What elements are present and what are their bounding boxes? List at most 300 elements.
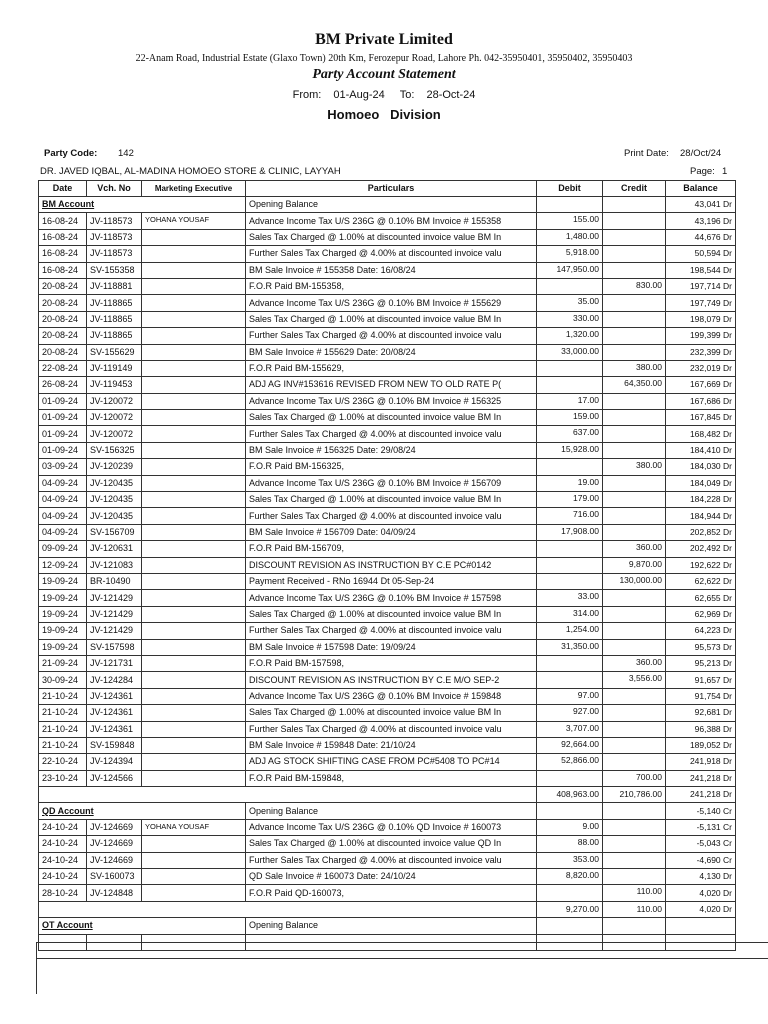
row-executive — [142, 311, 246, 327]
row-balance: 92,681 Dr — [666, 705, 736, 721]
table-row — [39, 213, 736, 229]
row-balance: 44,676 Dr — [666, 229, 736, 245]
statement-title: Party Account Statement — [312, 67, 456, 82]
row-executive — [142, 410, 246, 426]
footer-left-rule — [36, 942, 37, 994]
row-particulars: Further Sales Tax Charged @ 4.00% at discounted invoice valu — [246, 852, 537, 868]
row-balance: 62,655 Dr — [666, 590, 736, 606]
row-balance: 95,213 Dr — [666, 655, 736, 671]
opening-balance-label: Opening Balance — [246, 197, 537, 213]
row-executive — [142, 459, 246, 475]
row-date: 24-10-24 — [39, 852, 87, 868]
row-particulars: DISCOUNT REVISION AS INSTRUCTION BY C.E PC#0142 — [246, 557, 537, 573]
row-particulars: BM Sale Invoice # 157598 Date: 19/09/24 — [246, 639, 537, 655]
row-voucher: JV-121429 — [87, 606, 142, 622]
row-debit — [537, 770, 603, 786]
row-particulars: F.O.R Paid QD-160073, — [246, 885, 537, 901]
total-balance: 4,020 Dr — [666, 901, 736, 917]
row-credit — [603, 639, 666, 655]
row-particulars: QD Sale Invoice # 160073 Date: 24/10/24 — [246, 869, 537, 885]
row-credit — [603, 311, 666, 327]
row-date: 04-09-24 — [39, 524, 87, 540]
row-particulars: ADJ AG INV#153616 REVISED FROM NEW TO OLD RATE P( — [246, 377, 537, 393]
row-balance: 95,573 Dr — [666, 639, 736, 655]
party-code: 142 — [118, 148, 134, 159]
row-voucher: JV-118573 — [87, 229, 142, 245]
row-debit: 33,000.00 — [537, 344, 603, 360]
row-credit: 360.00 — [603, 541, 666, 557]
table-row — [39, 655, 736, 671]
row-credit — [603, 475, 666, 491]
row-particulars: ADJ AG STOCK SHIFTING CASE FROM PC#5408 TO PC#14 — [246, 754, 537, 770]
row-credit — [603, 508, 666, 524]
row-executive — [142, 524, 246, 540]
table-row — [39, 410, 736, 426]
from-date: 01-Aug-24 — [333, 89, 385, 101]
col-date: Date — [39, 181, 87, 197]
opening-balance: -5,140 Cr — [666, 803, 736, 819]
row-executive — [142, 869, 246, 885]
division-title: Homoeo Division — [327, 107, 441, 122]
row-balance: -5,131 Cr — [666, 819, 736, 835]
row-voucher: JV-124669 — [87, 819, 142, 835]
section-label: BM Account — [39, 197, 246, 213]
row-debit — [537, 541, 603, 557]
row-credit — [603, 295, 666, 311]
row-date: 23-10-24 — [39, 770, 87, 786]
row-executive — [142, 639, 246, 655]
page-label: Page: — [690, 166, 715, 177]
table-row — [39, 246, 736, 262]
row-voucher: JV-120435 — [87, 492, 142, 508]
table-row — [39, 426, 736, 442]
empty-cell — [537, 803, 603, 819]
table-row — [39, 623, 736, 639]
row-debit: 179.00 — [537, 492, 603, 508]
row-credit: 380.00 — [603, 459, 666, 475]
col-particulars: Particulars — [246, 181, 537, 197]
row-date: 04-09-24 — [39, 508, 87, 524]
row-credit: 830.00 — [603, 278, 666, 294]
row-voucher: SV-157598 — [87, 639, 142, 655]
bm-section-header — [39, 197, 736, 213]
row-date: 28-10-24 — [39, 885, 87, 901]
row-particulars: F.O.R Paid BM-155358, — [246, 278, 537, 294]
row-debit — [537, 573, 603, 589]
row-balance: 192,622 Dr — [666, 557, 736, 573]
table-row — [39, 869, 736, 885]
row-debit: 8,820.00 — [537, 869, 603, 885]
table-row — [39, 672, 736, 688]
table-row — [39, 524, 736, 540]
row-executive — [142, 672, 246, 688]
row-executive — [142, 426, 246, 442]
row-voucher: JV-124361 — [87, 705, 142, 721]
row-date: 12-09-24 — [39, 557, 87, 573]
row-date: 24-10-24 — [39, 836, 87, 852]
table-row — [39, 492, 736, 508]
row-balance: -5,043 Cr — [666, 836, 736, 852]
row-particulars: BM Sale Invoice # 155629 Date: 20/08/24 — [246, 344, 537, 360]
row-balance: 62,969 Dr — [666, 606, 736, 622]
row-debit: 92,664.00 — [537, 737, 603, 753]
row-balance: 167,845 Dr — [666, 410, 736, 426]
row-date: 22-08-24 — [39, 360, 87, 376]
row-voucher: JV-124669 — [87, 852, 142, 868]
empty-cell — [603, 918, 666, 934]
row-date: 21-10-24 — [39, 688, 87, 704]
row-debit: 1,480.00 — [537, 229, 603, 245]
table-row — [39, 377, 736, 393]
row-balance: 198,079 Dr — [666, 311, 736, 327]
empty-cell — [537, 918, 603, 934]
row-credit: 380.00 — [603, 360, 666, 376]
row-balance: 189,052 Dr — [666, 737, 736, 753]
row-balance: 168,482 Dr — [666, 426, 736, 442]
row-credit: 130,000.00 — [603, 573, 666, 589]
row-executive — [142, 246, 246, 262]
row-particulars: Further Sales Tax Charged @ 4.00% at discounted invoice valu — [246, 426, 537, 442]
row-date: 26-08-24 — [39, 377, 87, 393]
row-balance: 241,218 Dr — [666, 770, 736, 786]
row-credit — [603, 754, 666, 770]
row-credit — [603, 737, 666, 753]
row-executive — [142, 541, 246, 557]
row-voucher: JV-120072 — [87, 393, 142, 409]
row-executive — [142, 590, 246, 606]
row-particulars: Payment Received - RNo 16944 Dt 05-Sep-24 — [246, 573, 537, 589]
table-row — [39, 606, 736, 622]
row-particulars: Sales Tax Charged @ 1.00% at discounted invoice value BM In — [246, 311, 537, 327]
footer-rule-2 — [36, 958, 768, 959]
row-debit — [537, 278, 603, 294]
row-particulars: Advance Income Tax U/S 236G @ 0.10% BM Invoice # 157598 — [246, 590, 537, 606]
col-exec: Marketing Executive — [142, 181, 246, 197]
row-debit: 5,918.00 — [537, 246, 603, 262]
row-voucher: JV-118881 — [87, 278, 142, 294]
print-date: 28/Oct/24 — [680, 148, 722, 159]
row-credit — [603, 410, 666, 426]
row-balance: 64,223 Dr — [666, 623, 736, 639]
row-executive — [142, 852, 246, 868]
row-credit — [603, 492, 666, 508]
row-voucher: JV-121429 — [87, 590, 142, 606]
section-label: QD Account — [39, 803, 246, 819]
to-label: To: — [399, 89, 415, 101]
row-executive — [142, 328, 246, 344]
row-credit — [603, 524, 666, 540]
total-debit: 9,270.00 — [537, 901, 603, 917]
table-row — [39, 688, 736, 704]
row-voucher: BR-10490 — [87, 573, 142, 589]
row-date: 16-08-24 — [39, 246, 87, 262]
row-executive — [142, 573, 246, 589]
row-executive: YOHANA YOUSAF — [142, 819, 246, 835]
row-debit — [537, 557, 603, 573]
empty-cell — [537, 197, 603, 213]
row-debit: 147,950.00 — [537, 262, 603, 278]
table-row — [39, 229, 736, 245]
row-date: 20-08-24 — [39, 311, 87, 327]
row-debit: 637.00 — [537, 426, 603, 442]
table-row — [39, 508, 736, 524]
col-credit: Credit — [603, 181, 666, 197]
row-particulars: F.O.R Paid BM-156325, — [246, 459, 537, 475]
row-date: 22-10-24 — [39, 754, 87, 770]
row-voucher: JV-120239 — [87, 459, 142, 475]
row-particulars: Sales Tax Charged @ 1.00% at discounted invoice value BM In — [246, 229, 537, 245]
row-voucher: JV-124284 — [87, 672, 142, 688]
row-executive — [142, 836, 246, 852]
row-voucher: JV-121429 — [87, 623, 142, 639]
row-particulars: F.O.R Paid BM-159848, — [246, 770, 537, 786]
row-voucher: JV-118865 — [87, 311, 142, 327]
qd-total-row — [39, 901, 736, 917]
row-credit: 360.00 — [603, 655, 666, 671]
row-date: 20-08-24 — [39, 344, 87, 360]
row-date: 01-09-24 — [39, 410, 87, 426]
row-debit: 716.00 — [537, 508, 603, 524]
footer-rule-1 — [36, 942, 768, 943]
section-label: OT Account — [39, 918, 246, 934]
row-date: 04-09-24 — [39, 492, 87, 508]
row-balance: 91,754 Dr — [666, 688, 736, 704]
table-row — [39, 557, 736, 573]
row-debit: 3,707.00 — [537, 721, 603, 737]
row-particulars: Advance Income Tax U/S 236G @ 0.10% BM Invoice # 155358 — [246, 213, 537, 229]
row-particulars: Sales Tax Charged @ 1.00% at discounted invoice value QD In — [246, 836, 537, 852]
row-voucher: SV-155358 — [87, 262, 142, 278]
row-executive — [142, 229, 246, 245]
row-credit — [603, 328, 666, 344]
row-balance: 96,388 Dr — [666, 721, 736, 737]
from-label: From: — [292, 89, 322, 101]
table-row — [39, 393, 736, 409]
row-debit: 314.00 — [537, 606, 603, 622]
row-particulars: Advance Income Tax U/S 236G @ 0.10% BM Invoice # 156325 — [246, 393, 537, 409]
row-particulars: BM Sale Invoice # 156709 Date: 04/09/24 — [246, 524, 537, 540]
row-date: 21-10-24 — [39, 705, 87, 721]
company-address: 22-Anam Road, Industrial Estate (Glaxo Town) 20th Km, Ferozepur Road, Lahore Ph. 042-35950401, 35950402, 35950403 — [135, 53, 633, 64]
row-balance: 199,399 Dr — [666, 328, 736, 344]
row-particulars: Further Sales Tax Charged @ 4.00% at discounted invoice valu — [246, 328, 537, 344]
table-row — [39, 754, 736, 770]
opening-balance: 43,041 Dr — [666, 197, 736, 213]
row-debit — [537, 360, 603, 376]
row-credit — [603, 229, 666, 245]
row-voucher: SV-155629 — [87, 344, 142, 360]
row-executive — [142, 885, 246, 901]
to-date: 28-Oct-24 — [426, 89, 476, 101]
row-debit — [537, 655, 603, 671]
row-executive — [142, 737, 246, 753]
row-credit: 64,350.00 — [603, 377, 666, 393]
row-particulars: Advance Income Tax U/S 236G @ 0.10% BM Invoice # 155629 — [246, 295, 537, 311]
row-voucher: JV-121083 — [87, 557, 142, 573]
row-debit: 97.00 — [537, 688, 603, 704]
row-credit — [603, 213, 666, 229]
table-row — [39, 442, 736, 458]
row-voucher: JV-124669 — [87, 836, 142, 852]
row-voucher: SV-156325 — [87, 442, 142, 458]
row-date: 19-09-24 — [39, 573, 87, 589]
row-credit — [603, 623, 666, 639]
row-date: 24-10-24 — [39, 819, 87, 835]
row-particulars: Sales Tax Charged @ 1.00% at discounted invoice value BM In — [246, 606, 537, 622]
row-credit: 9,870.00 — [603, 557, 666, 573]
ledger-table — [38, 180, 736, 951]
row-balance: 184,049 Dr — [666, 475, 736, 491]
row-particulars: Sales Tax Charged @ 1.00% at discounted invoice value BM In — [246, 705, 537, 721]
row-credit — [603, 688, 666, 704]
row-executive — [142, 377, 246, 393]
empty-cell — [39, 787, 537, 803]
row-credit — [603, 442, 666, 458]
row-particulars: BM Sale Invoice # 155358 Date: 16/08/24 — [246, 262, 537, 278]
opening-balance-label: Opening Balance — [246, 918, 537, 934]
row-date: 20-08-24 — [39, 278, 87, 294]
row-balance: 167,686 Dr — [666, 393, 736, 409]
row-date: 03-09-24 — [39, 459, 87, 475]
row-date: 16-08-24 — [39, 262, 87, 278]
row-voucher: JV-118865 — [87, 328, 142, 344]
row-balance: 184,944 Dr — [666, 508, 736, 524]
table-row — [39, 360, 736, 376]
table-row — [39, 295, 736, 311]
row-balance: 4,130 Dr — [666, 869, 736, 885]
row-balance: 50,594 Dr — [666, 246, 736, 262]
row-debit: 35.00 — [537, 295, 603, 311]
row-debit: 33.00 — [537, 590, 603, 606]
row-balance: 197,714 Dr — [666, 278, 736, 294]
row-particulars: Further Sales Tax Charged @ 4.00% at discounted invoice valu — [246, 246, 537, 262]
opening-balance — [666, 918, 736, 934]
row-balance: 232,019 Dr — [666, 360, 736, 376]
row-particulars: Sales Tax Charged @ 1.00% at discounted invoice value BM In — [246, 410, 537, 426]
row-debit: 31,350.00 — [537, 639, 603, 655]
row-debit: 88.00 — [537, 836, 603, 852]
row-voucher: JV-124361 — [87, 688, 142, 704]
row-balance: 232,399 Dr — [666, 344, 736, 360]
row-date: 01-09-24 — [39, 393, 87, 409]
empty-cell — [39, 901, 537, 917]
row-balance: 241,918 Dr — [666, 754, 736, 770]
row-executive — [142, 492, 246, 508]
table-row — [39, 459, 736, 475]
page-number: 1 — [722, 166, 728, 177]
row-particulars: F.O.R Paid BM-156709, — [246, 541, 537, 557]
party-code-label: Party Code: — [44, 148, 98, 159]
row-credit — [603, 426, 666, 442]
empty-cell — [603, 197, 666, 213]
row-executive — [142, 606, 246, 622]
row-executive — [142, 262, 246, 278]
row-debit: 52,866.00 — [537, 754, 603, 770]
row-debit: 159.00 — [537, 410, 603, 426]
row-date: 21-09-24 — [39, 655, 87, 671]
row-balance: -4,690 Cr — [666, 852, 736, 868]
row-date: 01-09-24 — [39, 426, 87, 442]
row-particulars: Advance Income Tax U/S 236G @ 0.10% QD Invoice # 160073 — [246, 819, 537, 835]
row-balance: 4,020 Dr — [666, 885, 736, 901]
table-row — [39, 885, 736, 901]
col-vch: Vch. No — [87, 181, 142, 197]
row-balance: 62,622 Dr — [666, 573, 736, 589]
table-row — [39, 819, 736, 835]
row-particulars: Advance Income Tax U/S 236G @ 0.10% BM Invoice # 159848 — [246, 688, 537, 704]
table-row — [39, 836, 736, 852]
row-debit: 17.00 — [537, 393, 603, 409]
ledger-body — [39, 197, 736, 951]
party-name: DR. JAVED IQBAL, AL-MADINA HOMOEO STORE & CLINIC, LAYYAH — [40, 166, 341, 177]
total-debit: 408,963.00 — [537, 787, 603, 803]
table-row — [39, 852, 736, 868]
row-voucher: JV-120072 — [87, 410, 142, 426]
row-executive — [142, 557, 246, 573]
total-balance: 241,218 Dr — [666, 787, 736, 803]
row-voucher: JV-120072 — [87, 426, 142, 442]
row-credit — [603, 705, 666, 721]
row-date: 24-10-24 — [39, 869, 87, 885]
row-credit — [603, 606, 666, 622]
row-debit: 155.00 — [537, 213, 603, 229]
row-date: 09-09-24 — [39, 541, 87, 557]
row-balance: 91,657 Dr — [666, 672, 736, 688]
row-date: 21-10-24 — [39, 721, 87, 737]
row-date: 19-09-24 — [39, 606, 87, 622]
row-particulars: BM Sale Invoice # 156325 Date: 29/08/24 — [246, 442, 537, 458]
row-credit — [603, 246, 666, 262]
row-voucher: JV-124848 — [87, 885, 142, 901]
row-executive — [142, 623, 246, 639]
row-particulars: Further Sales Tax Charged @ 4.00% at discounted invoice valu — [246, 508, 537, 524]
row-particulars: BM Sale Invoice # 159848 Date: 21/10/24 — [246, 737, 537, 753]
row-voucher: JV-124566 — [87, 770, 142, 786]
row-credit — [603, 721, 666, 737]
row-credit — [603, 869, 666, 885]
ot-section-header — [39, 918, 736, 934]
table-row — [39, 344, 736, 360]
row-date: 01-09-24 — [39, 442, 87, 458]
row-balance: 184,030 Dr — [666, 459, 736, 475]
row-debit: 9.00 — [537, 819, 603, 835]
row-executive: YOHANA YOUSAF — [142, 213, 246, 229]
row-voucher: JV-120631 — [87, 541, 142, 557]
row-balance: 198,544 Dr — [666, 262, 736, 278]
row-executive — [142, 278, 246, 294]
row-debit: 17,908.00 — [537, 524, 603, 540]
row-executive — [142, 754, 246, 770]
row-balance: 197,749 Dr — [666, 295, 736, 311]
col-debit: Debit — [537, 181, 603, 197]
row-executive — [142, 770, 246, 786]
row-executive — [142, 721, 246, 737]
row-particulars: F.O.R Paid BM-157598, — [246, 655, 537, 671]
company-name: BM Private Limited — [315, 31, 453, 48]
row-particulars: Further Sales Tax Charged @ 4.00% at discounted invoice valu — [246, 623, 537, 639]
row-voucher: JV-118573 — [87, 213, 142, 229]
row-date: 04-09-24 — [39, 475, 87, 491]
row-credit — [603, 852, 666, 868]
row-credit — [603, 344, 666, 360]
table-row — [39, 573, 736, 589]
row-balance: 202,852 Dr — [666, 524, 736, 540]
table-row — [39, 311, 736, 327]
row-voucher: JV-120435 — [87, 475, 142, 491]
row-debit: 330.00 — [537, 311, 603, 327]
row-voucher: JV-118573 — [87, 246, 142, 262]
row-debit: 353.00 — [537, 852, 603, 868]
